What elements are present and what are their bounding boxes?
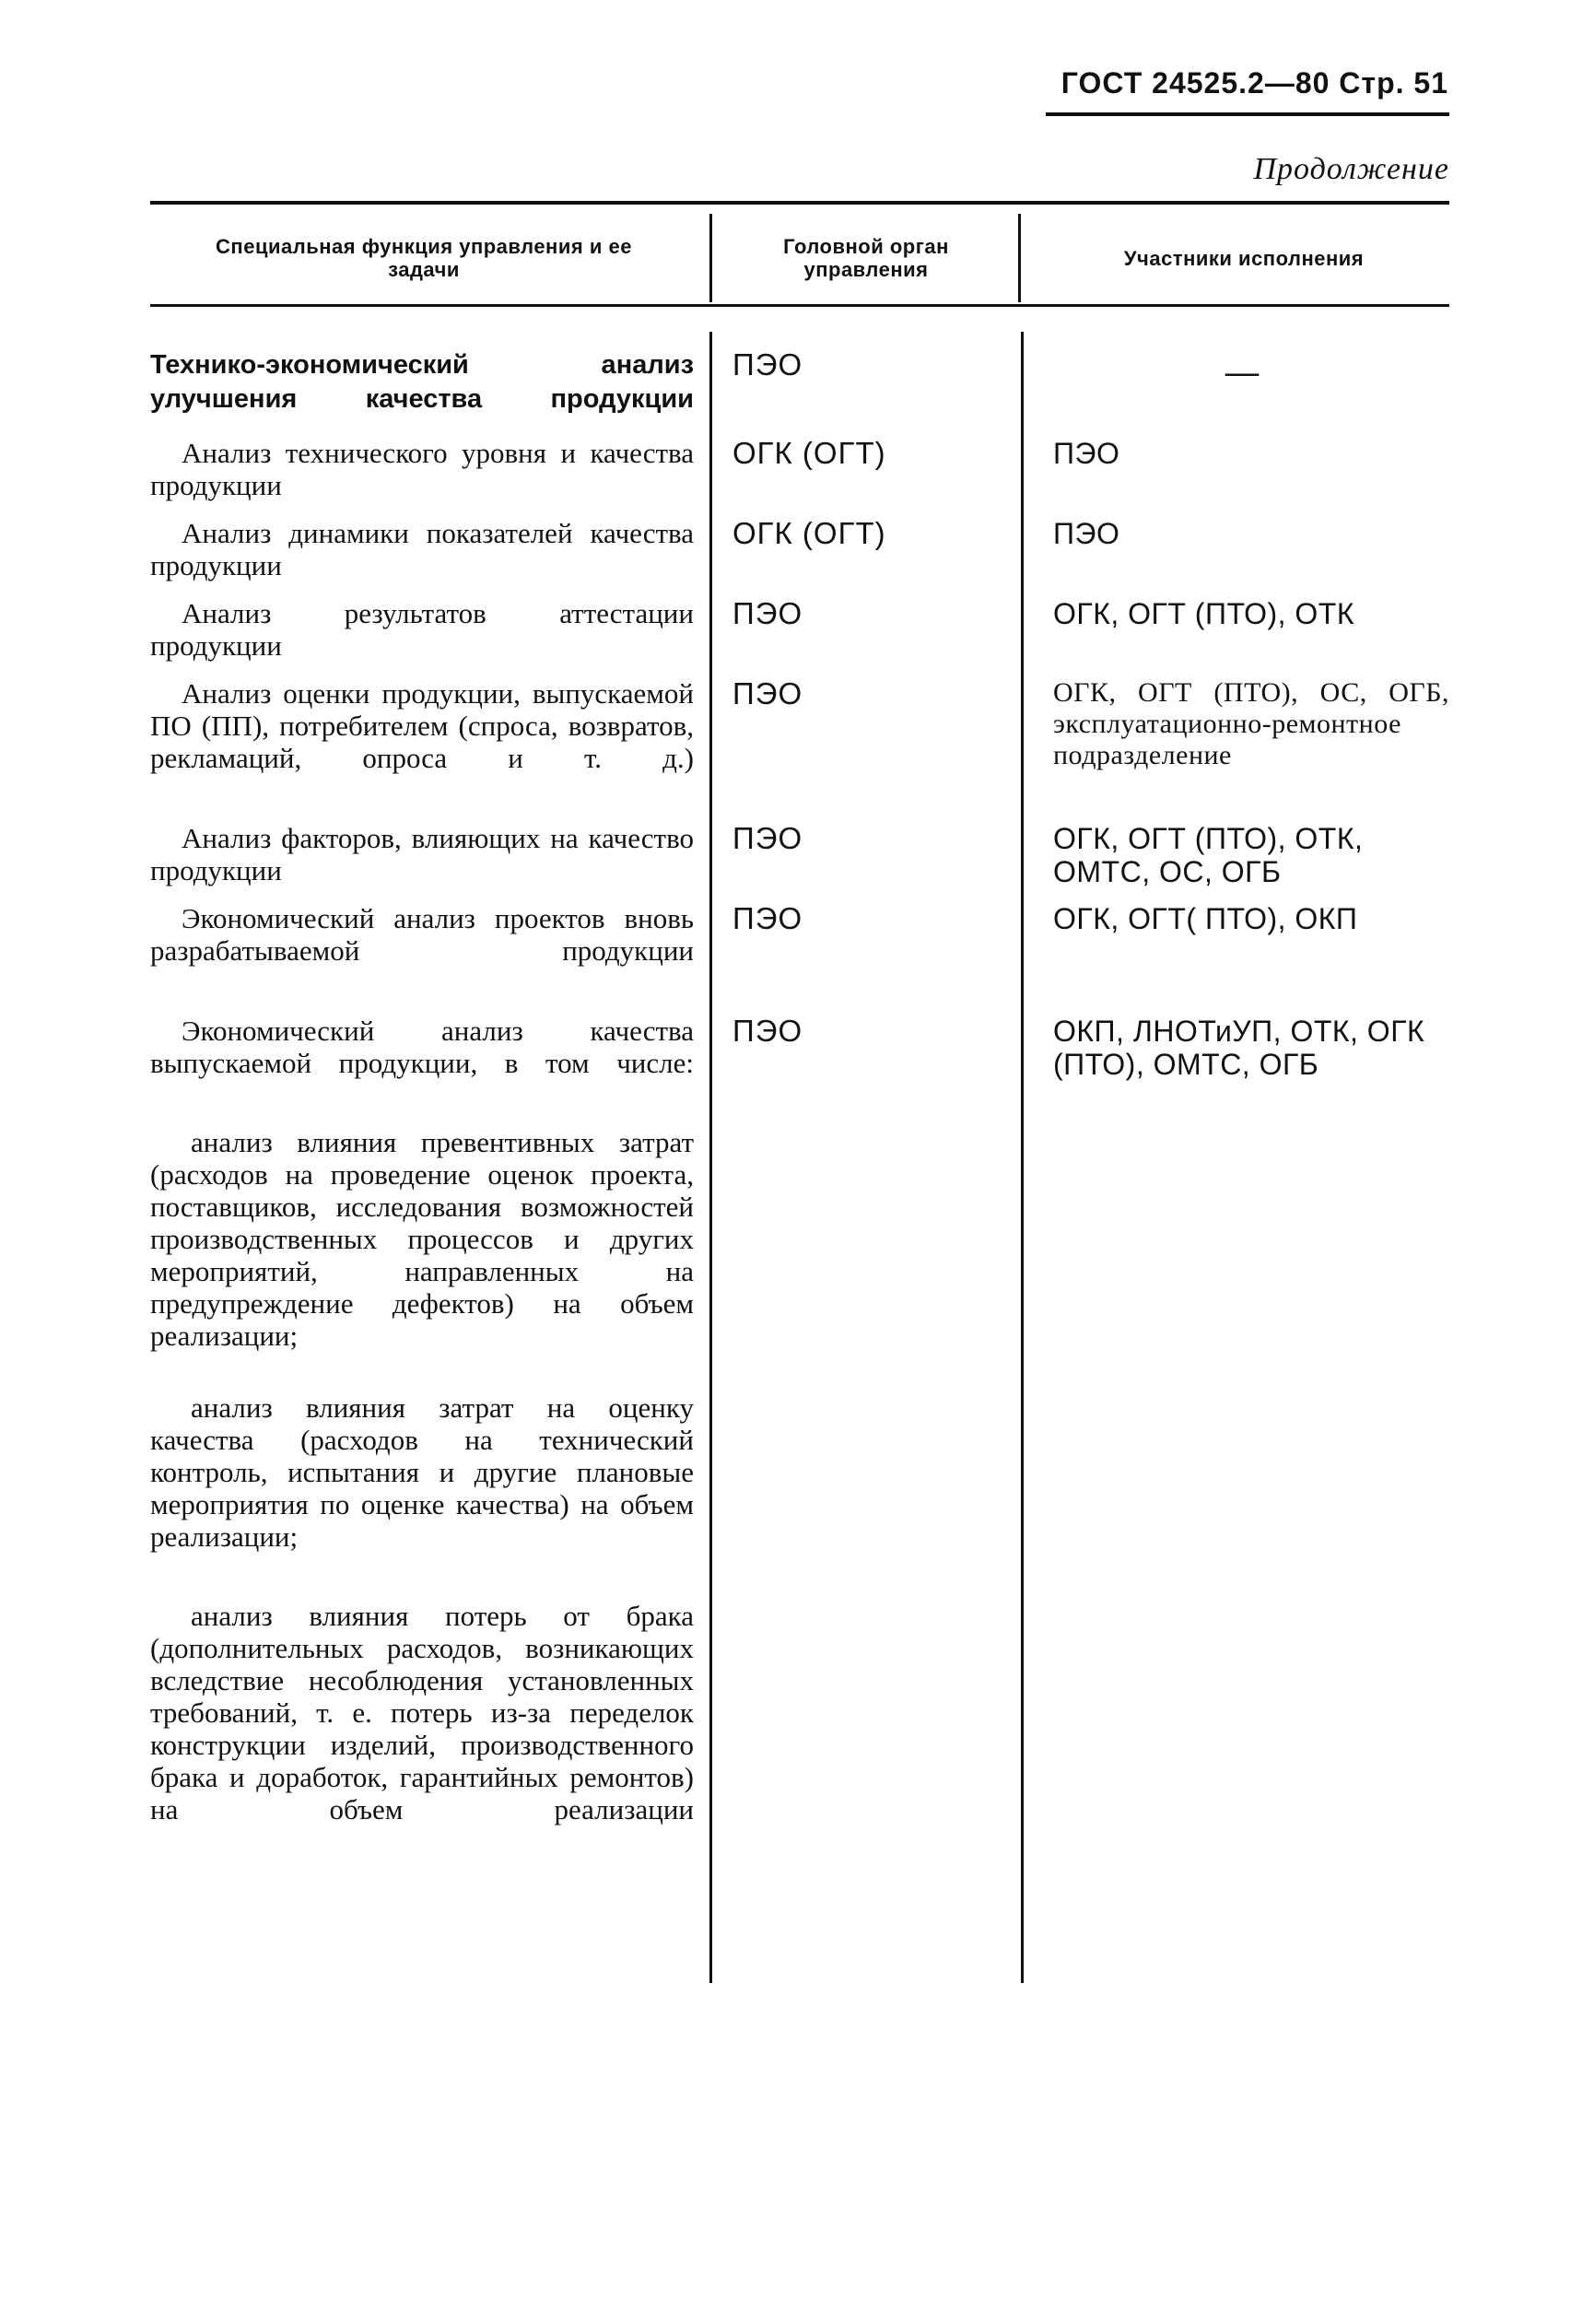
table-row-9-function: анализ влияния превентивных затрат (расходов на проведение оценок проекта, поставщиков, исследования возможностей производственных процессов и других мероприятий, направленных на предупреждение дефектов) на объем реализации;	[150, 1126, 694, 1352]
table-row-4-participants: ОГК, ОГТ (ПТО), ОТК	[1053, 597, 1354, 630]
table-row-7-participants: ОГК, ОГТ( ПТО), ОКП	[1053, 902, 1358, 935]
column-divider-1	[709, 214, 712, 302]
continuation-label: Продолжение	[1253, 152, 1449, 186]
table-row-4-head: ПЭО	[732, 596, 803, 630]
column-divider-1-body	[709, 332, 712, 1983]
table-row-6-head: ПЭО	[732, 821, 803, 855]
table-row-5-participants: ОГК, ОГТ (ПТО), ОС, ОГБ, эксплуатационно-ремонтное подразделение	[1053, 677, 1449, 770]
table-row-8-participants: ОКП, ЛНОТиУП, ОТК, ОГК (ПТО), ОМТС, ОГБ	[1053, 1015, 1425, 1081]
table-row-8-head: ПЭО	[732, 1014, 803, 1048]
table-row-7-function: Экономический анализ проектов вновь разрабатываемой продукции	[150, 902, 694, 967]
column-header-head-body: Головной орган управления	[783, 235, 949, 281]
table-row-11-function: анализ влияния потерь от брака (дополнительных расходов, возникающих вследствие несоблюдения установленных требований, т. е. потерь из-за переделок конструкции изделий, производственного брака и доработок, гарантийных ремонтов) на объем реализации	[150, 1600, 694, 1825]
page-header: ГОСТ 24525.2—80 Стр. 51	[1061, 66, 1448, 100]
table-row-3-head: ОГК (ОГТ)	[732, 516, 886, 550]
table-row-7-head: ПЭО	[732, 901, 803, 935]
table-row-3-participants: ПЭО	[1053, 517, 1120, 550]
table-row-1-function: Технико-экономический анализ улучшения качества продукции	[150, 350, 694, 414]
table-top-rule	[150, 201, 1449, 205]
table-row-8-function: Экономический анализ качества выпускаемой продукции, в том числе:	[150, 1015, 694, 1079]
column-header-function: Специальная функция управления и ее задачи	[216, 235, 632, 281]
header-rule	[1046, 112, 1449, 116]
table-row-5-head: ПЭО	[732, 676, 803, 710]
table-row-10-function: анализ влияния затрат на оценку качества (расходов на технический контроль, испытания и другие плановые мероприятия по оценке качества) на объем реализации;	[150, 1391, 694, 1553]
table-row-2-head: ОГК (ОГТ)	[732, 436, 886, 470]
column-divider-2	[1018, 214, 1021, 302]
table-row-1-head: ПЭО	[732, 347, 803, 381]
column-divider-2-body	[1021, 332, 1024, 1983]
table-row-6-function: Анализ факторов, влияющих на качество продукции	[150, 822, 694, 886]
table-row-5-function: Анализ оценки продукции, выпускаемой ПО (ПП), потребителем (спроса, возвратов, рекламаций, опроса и т. д.)	[150, 677, 694, 774]
column-header-participants: Участники исполнения	[1123, 246, 1365, 270]
table-row-6-participants: ОГК, ОГТ (ПТО), ОТК, ОМТС, ОС, ОГБ	[1053, 822, 1364, 888]
table-row-1-participants: —	[1225, 353, 1259, 390]
table-header-rule	[150, 304, 1449, 307]
table-row-3-function: Анализ динамики показателей качества продукции	[150, 517, 694, 581]
table-row-2-participants: ПЭО	[1053, 437, 1120, 470]
table-row-4-function: Анализ результатов аттестации продукции	[150, 597, 694, 662]
table-row-2-function: Анализ технического уровня и качества продукции	[150, 437, 694, 501]
